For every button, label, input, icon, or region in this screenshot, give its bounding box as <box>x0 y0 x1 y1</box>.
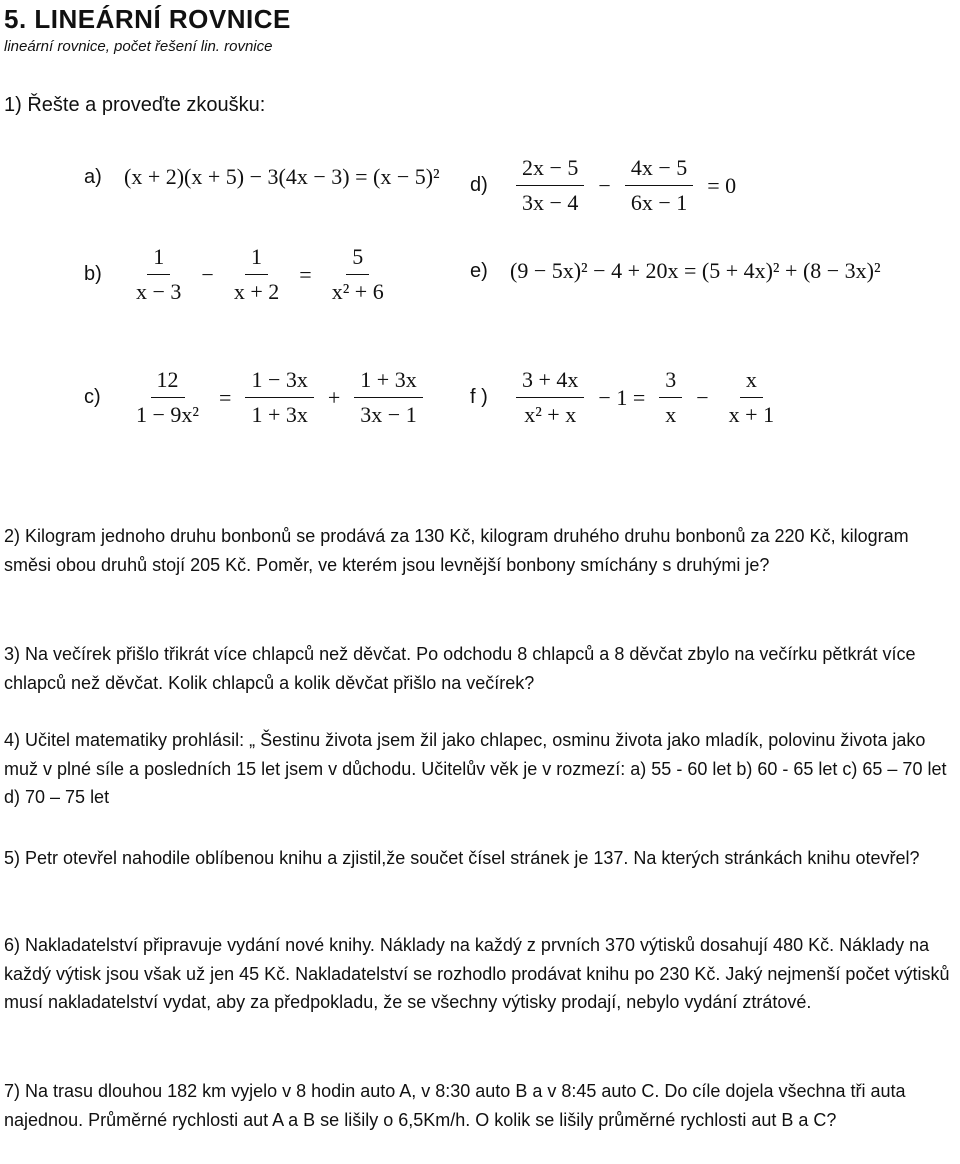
equation-c-label: c) <box>84 386 101 408</box>
page-subtitle: lineární rovnice, počet řešení lin. rovnice <box>4 38 273 55</box>
numerator: 1 + 3x <box>354 367 422 398</box>
denominator: x² + 6 <box>331 279 384 304</box>
equation-c-fraction-2 <box>245 367 313 428</box>
task-1-heading: 1) Řešte a proveďte zkoušku: <box>4 94 266 116</box>
equation-b-fraction-1 <box>130 244 187 305</box>
numerator: 3 <box>659 367 682 398</box>
equation-f: f ) $\frac{3 + 4x}{\text{x² + x}}$ − 1 = $\frac{3}{x}$ − $\frac{x}{x + 1}$ <box>470 367 786 428</box>
numerator: 4x − 5 <box>625 155 693 186</box>
task-3-text: 3) Na večírek přišlo třikrát více chlapců než děvčat. Po odchodu 8 chlapců a 8 děvčat zbylo na večírku pětkrát více chlapců než děvčat. Kolik chlapců a kolik děvčat přišlo na večírek? <box>4 644 916 693</box>
equation-a-expression: (x + 2)(x + 5) − 3(4x − 3) = (x − 5)² <box>124 164 440 189</box>
numerator: 3 + 4x <box>516 367 584 398</box>
numerator: 1 − 3x <box>245 367 313 398</box>
numerator: 2x − 5 <box>516 155 584 186</box>
equation-c-fraction-3 <box>354 367 422 428</box>
equation-d-fraction-1 <box>516 155 584 216</box>
denominator: x <box>665 402 677 427</box>
denominator: 3x − 1 <box>360 402 417 427</box>
equation-e <box>470 258 881 284</box>
denominator: x² + x <box>524 402 577 427</box>
numerator: 5 <box>346 244 369 275</box>
denominator: 1 − 9x² <box>136 402 200 427</box>
denominator: x + 2 <box>233 279 280 304</box>
denominator: x − 3 <box>136 279 182 304</box>
denominator: 6x − 1 <box>630 190 688 215</box>
equation-b: b) $\frac{1}{x - 3}$ − $\frac{1}{x + 2}$ = $\frac{5}{\text{x² + 6}}$ <box>84 244 396 305</box>
equation-e-label: e) <box>470 259 488 282</box>
equation-a <box>84 164 440 190</box>
task-4-text: 4) Učitel matematiky prohlásil: „ Šestinu života jsem žil jako chlapec, osminu života jako mladík, polovinu života jako muž v plné síle a posledních 15 let jsem v důchodu. Učitelův věk je v rozmezí: a) 55 - 60 let b) 60 - 65 let c) 65 – 70 let d) 70 – 75 let <box>4 730 947 807</box>
equation-f-fraction-2 <box>659 367 682 428</box>
numerator: 12 <box>151 367 185 398</box>
equation-b-label: b) <box>84 263 102 285</box>
task-7-text: 7) Na trasu dlouhou 182 km vyjelo v 8 hodin auto A, v 8:30 auto B a v 8:45 auto C. Do cíle dojela všechna tři auta najednou. Průměrné rychlosti aut A a B se lišily o 6,5Km/h. O kolik se lišily průměrné rychlosti aut B a C? <box>4 1081 906 1130</box>
equation-d-fraction-2 <box>625 155 693 216</box>
equation-d-rhs: = 0 <box>707 172 737 198</box>
page-title: 5. LINEÁRNÍ ROVNICE <box>4 4 291 34</box>
equation-e-expression: (9 − 5x)² − 4 + 20x = (5 + 4x)² + (8 − 3x)² <box>510 258 881 283</box>
equation-b-fraction-2 <box>228 244 285 305</box>
equation-a-label: a) <box>84 165 102 188</box>
denominator: 1 + 3x <box>251 402 308 427</box>
denominator: x + 1 <box>728 402 775 427</box>
equation-d: d) $\frac{2x - 5}{3x - 4}$ − $\frac{4x - 5}{6x - 1}$ = 0 <box>470 155 737 215</box>
numerator: 1 <box>245 244 268 275</box>
task-6-text: 6) Nakladatelství připravuje vydání nové knihy. Náklady na každý z prvních 370 výtisků dosahují 480 Kč. Náklady na každý výtisk jsou však už jen 45 Kč. Nakladatelství se rozhodlo prodávat knihu po 230 Kč. Jaký nejmenší počet výtisků musí nakladatelství vydat, aby za předpokladu, že se všechny výtisky prodají, nebylo vydání ztrátové. <box>4 935 950 1012</box>
denominator: 3x − 4 <box>522 190 579 215</box>
equation-c-fraction-1 <box>130 367 205 428</box>
task-2-text: 2) Kilogram jednoho druhu bonbonů se prodává za 130 Kč, kilogram druhého druhu bonbonů za 220 Kč, kilogram směsi obou druhů stojí 205 Kč. Poměr, ve kterém jsou levnější bonbony smíchány s druhými je? <box>4 526 909 575</box>
equation-c: c) $\frac{12}{\text{1 − 9x²}}$ = $\frac{1 - 3x}{1 + 3x}$ + $\frac{1 + 3x}{3x - 1}$ <box>84 367 429 428</box>
equation-f-label: f ) <box>470 386 488 408</box>
equation-f-fraction-3 <box>723 367 780 428</box>
equation-f-middle: − 1 = <box>598 384 646 410</box>
numerator: x <box>740 367 763 398</box>
equation-f-fraction-1 <box>516 367 584 428</box>
task-5-text: 5) Petr otevřel nahodile oblíbenou knihu a zjistil,že součet čísel stránek je 137. Na kterých stránkách knihu otevřel? <box>4 848 920 868</box>
numerator: 1 <box>147 244 170 275</box>
equation-b-fraction-3 <box>326 244 390 305</box>
equation-d-label: d) <box>470 174 488 196</box>
